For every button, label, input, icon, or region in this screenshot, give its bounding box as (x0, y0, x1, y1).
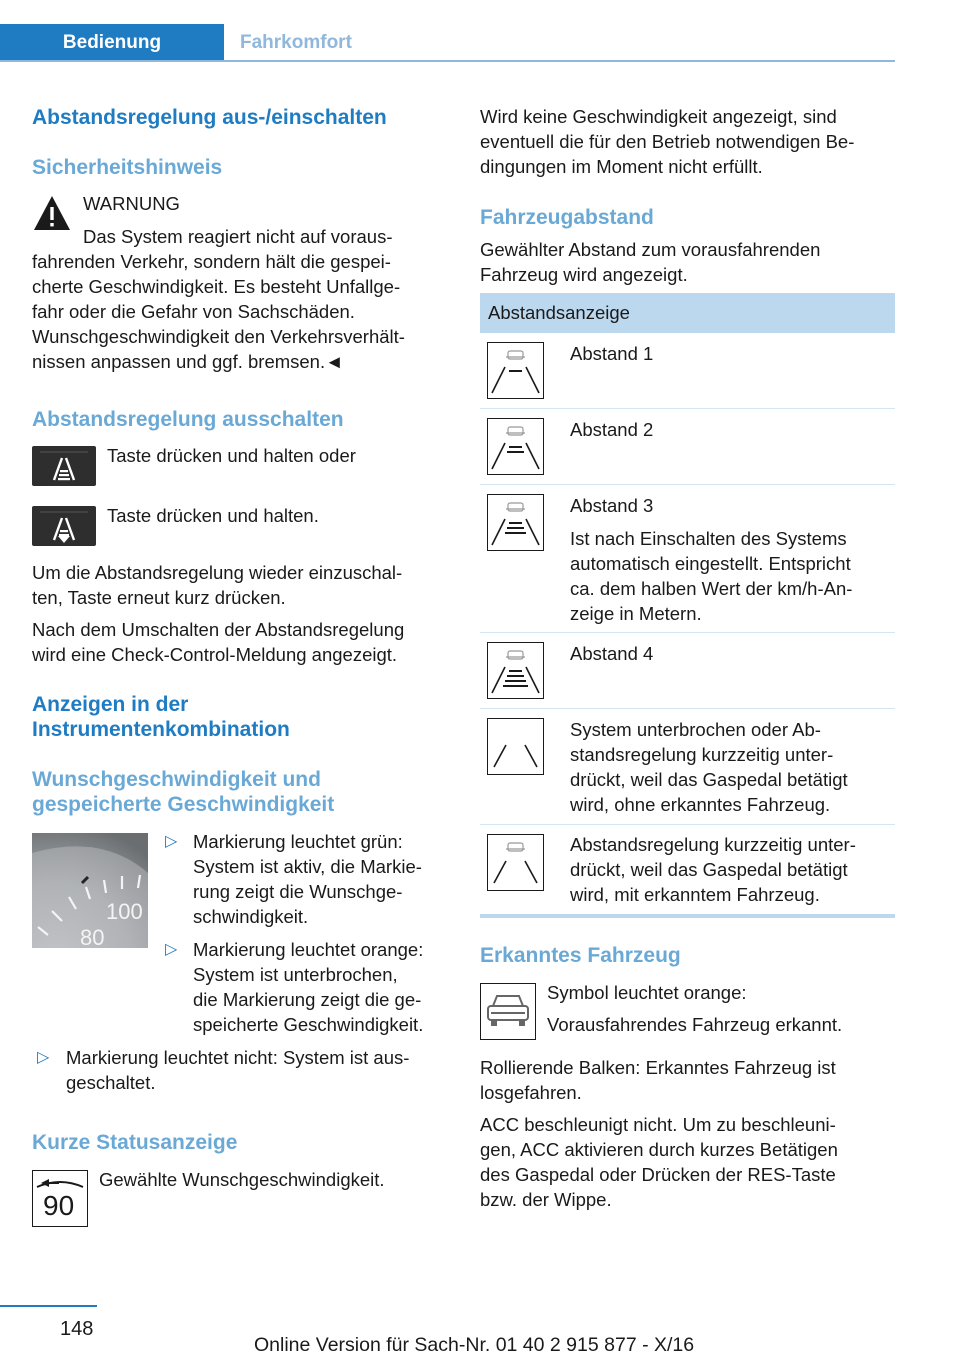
table-cell-text: Abstand 4 (570, 643, 654, 664)
display-heading: Anzeigen in der (32, 693, 189, 716)
safety-heading: Sicherheitshinweis (32, 156, 223, 179)
status-text: Gewählte Wunschgeschwindigkeit. (99, 1169, 385, 1190)
warning-text-line: Wunschgeschwindigkeit den Verkehrsverhält- (32, 326, 405, 347)
bullet-text: speicherte Geschwindigkeit. (193, 1014, 424, 1035)
bullet-text: Markierung leuchtet nicht: System ist aus- (66, 1047, 410, 1068)
row-divider (480, 408, 895, 409)
row-divider (480, 824, 895, 825)
row-divider (480, 484, 895, 485)
tab-fahrkomfort[interactable]: Fahrkomfort (240, 32, 352, 53)
vehicle-heading: Erkanntes Fahrzeug (480, 944, 681, 967)
bullet-text: System ist unterbrochen, (193, 964, 398, 985)
section-title: Abstandsregelung aus-/einschalten (32, 106, 387, 129)
gauge-label-100: 100 (106, 899, 143, 924)
acc-distance-button-icon (32, 446, 96, 486)
body-text: Symbol leuchtet orange: (547, 982, 747, 1003)
bullet-text: die Markierung zeigt die ge- (193, 989, 422, 1010)
speed-heading: gespeicherte Geschwindigkeit (32, 793, 335, 816)
body-text: losgefahren. (480, 1082, 582, 1103)
bullet-triangle-icon: ▷ (37, 1049, 50, 1066)
table-bottom-rule (480, 914, 895, 918)
table-cell-text: Abstand 3 (570, 495, 654, 516)
body-text: Nach dem Umschalten der Abstandsregelung (32, 619, 405, 640)
warning-text-line: fahrenden Verkehr, sondern hält die gespei- (32, 251, 391, 272)
off-text: Taste drücken und halten oder (107, 445, 356, 466)
body-text: gen, ACC aktivieren durch kurzes Betätigen (480, 1139, 838, 1160)
bullet-text: rung zeigt die Wunschge- (193, 881, 403, 902)
table-cell-text: Abstand 2 (570, 419, 654, 440)
table-cell-text: wird, ohne erkanntes Fahrzeug. (570, 794, 831, 815)
row-divider (480, 708, 895, 709)
distance-4-icon (487, 642, 544, 699)
row-divider (480, 632, 895, 633)
body-text: ten, Taste erneut kurz drücken. (32, 587, 286, 608)
acc-distance-button-alt-icon (32, 506, 96, 546)
bullet-triangle-icon: ▷ (165, 941, 178, 958)
detected-vehicle-icon (480, 983, 536, 1040)
body-text: ACC beschleunigt nicht. Um zu beschleuni- (480, 1114, 836, 1135)
distance-3-icon (487, 494, 544, 551)
table-cell-text: Abstand 1 (570, 343, 654, 364)
page-number-rule (0, 1305, 97, 1307)
tab-bedienung[interactable]: Bedienung (0, 24, 224, 61)
table-header (480, 293, 895, 333)
speedometer-image (32, 833, 148, 948)
distance-suppressed-vehicle-icon (487, 834, 544, 891)
bullet-text: System ist aktiv, die Markie- (193, 856, 422, 877)
body-text: bzw. der Wippe. (480, 1189, 612, 1210)
body-text: Gewählter Abstand zum vorausfahrenden (480, 239, 821, 260)
table-header-label: Abstandsanzeige (488, 302, 630, 323)
distance-1-icon (487, 342, 544, 399)
off-heading: Abstandsregelung ausschalten (32, 408, 344, 431)
table-cell-text: zeige in Metern. (570, 603, 702, 624)
off-text: Taste drücken und halten. (107, 505, 319, 526)
page-number: 148 (60, 1318, 94, 1340)
gauge-label-80: 80 (80, 925, 105, 948)
table-cell-text: drückt, weil das Gaspedal betätigt (570, 859, 848, 880)
table-cell-text: Abstandsregelung kurzzeitig unter- (570, 834, 856, 855)
warning-text-line: fahr oder die Gefahr von Sachschäden. (32, 301, 355, 322)
warning-label: WARNUNG (83, 193, 180, 214)
distance-interrupted-icon (487, 718, 544, 775)
warning-text-line: nissen anpassen und ggf. bremsen.◄ (32, 351, 344, 372)
body-text: Vorausfahrendes Fahrzeug erkannt. (547, 1014, 843, 1035)
bullet-text: geschaltet. (66, 1072, 156, 1093)
table-cell-text: wird, mit erkanntem Fahrzeug. (570, 884, 820, 905)
distance-2-icon (487, 418, 544, 475)
warning-triangle-icon (32, 194, 72, 232)
table-cell-text: automatisch eingestellt. Entspricht (570, 553, 851, 574)
body-text: des Gaspedal oder Drücken der RES-Taste (480, 1164, 836, 1185)
speed-status-icon (32, 1170, 88, 1227)
table-cell-text: ca. dem halben Wert der km/h-An- (570, 578, 853, 599)
table-cell-text: System unterbrochen oder Ab- (570, 719, 821, 740)
bullet-text: schwindigkeit. (193, 906, 309, 927)
body-text: eventuell die für den Betrieb notwendigen Be- (480, 131, 855, 152)
table-cell-text: Ist nach Einschalten des Systems (570, 528, 847, 549)
speed-status-value: 90 (43, 1190, 75, 1221)
body-text: dingungen im Moment nicht erfüllt. (480, 156, 763, 177)
body-text: Wird keine Geschwindigkeit angezeigt, sind (480, 106, 837, 127)
online-version-footer: Online Version für Sach-Nr. 01 40 2 915 877 - X/16 (254, 1334, 695, 1356)
warning-text-line: cherte Geschwindigkeit. Es besteht Unfallge- (32, 276, 401, 297)
body-text: Um die Abstandsregelung wieder einzuschal- (32, 562, 403, 583)
body-text: Fahrzeug wird angezeigt. (480, 264, 688, 285)
distance-heading: Fahrzeugabstand (480, 206, 654, 229)
bullet-triangle-icon: ▷ (165, 833, 178, 850)
table-cell-text: standsregelung kurzzeitig unter- (570, 744, 834, 765)
body-text: Rollierende Balken: Erkanntes Fahrzeug ist (480, 1057, 836, 1078)
bullet-text: Markierung leuchtet grün: (193, 831, 403, 852)
bullet-text: Markierung leuchtet orange: (193, 939, 424, 960)
header-rule (0, 60, 895, 62)
status-heading: Kurze Statusanzeige (32, 1131, 238, 1154)
warning-text-line: Das System reagiert nicht auf voraus- (83, 226, 393, 247)
table-cell-text: drückt, weil das Gaspedal betätigt (570, 769, 848, 790)
display-heading: Instrumentenkombination (32, 718, 290, 741)
speed-heading: Wunschgeschwindigkeit und (32, 768, 321, 791)
body-text: wird eine Check-Control-Meldung angezeigt. (32, 644, 398, 665)
